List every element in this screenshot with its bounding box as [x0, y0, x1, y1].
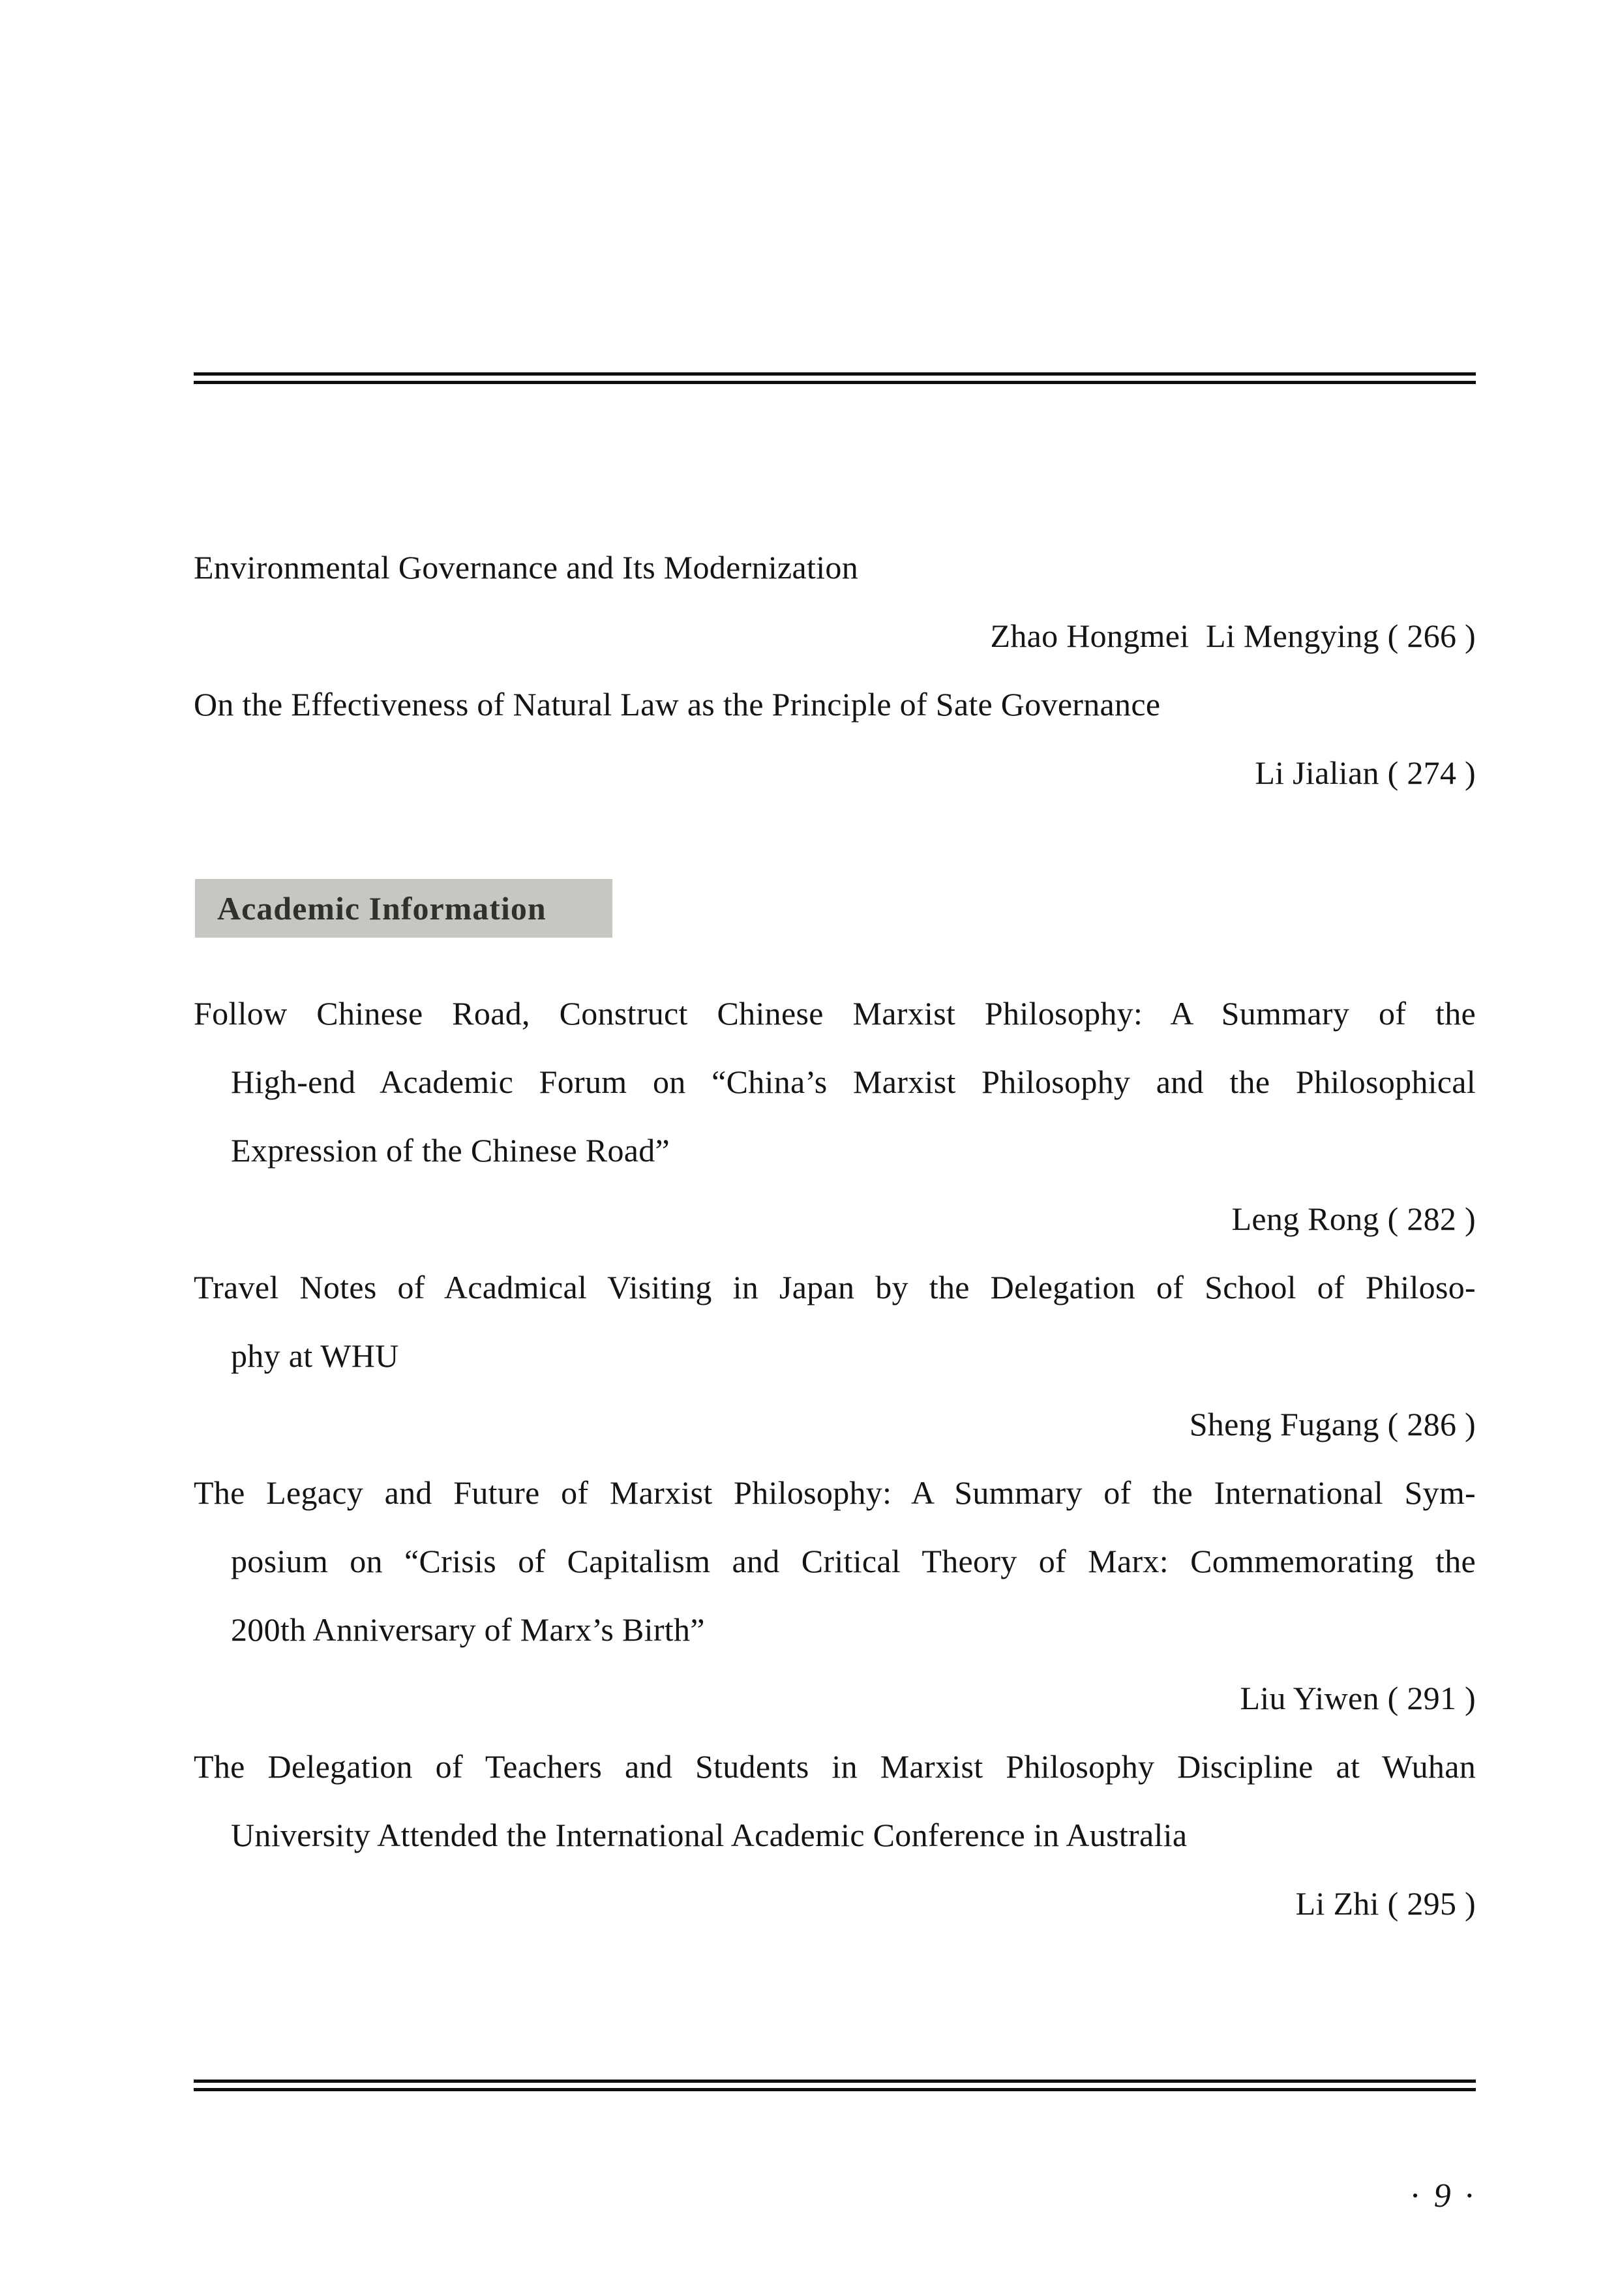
section-header: [195, 879, 612, 938]
page-number-dot-right: ·: [1463, 2177, 1475, 2214]
bottom-divider-rule: [194, 2080, 1476, 2091]
toc-title-line: 200th Anniversary of Marx’s Birth”: [231, 1611, 705, 1648]
toc-title-line: The Delegation of Teachers and Students in Marxist Philosophy Discipline at Wuhan: [194, 1748, 1476, 1785]
toc-title-line: Environmental Governance and Its Modernization: [194, 549, 859, 586]
toc-author-line: Zhao Hongmei Li Mengying ( 266 ): [990, 618, 1476, 654]
toc-title-line: The Legacy and Future of Marxist Philosophy: A Summary of the International Sym-: [194, 1474, 1476, 1511]
toc-title-line: posium on “Crisis of Capitalism and Critical Theory of Marx: Commemorating the: [231, 1543, 1476, 1579]
toc-title-line: Travel Notes of Acadmical Visiting in Japan by the Delegation of School of Philoso-: [194, 1269, 1476, 1305]
section-header-label: Academic Information: [217, 890, 547, 927]
toc-author-line: Liu Yiwen ( 291 ): [1240, 1680, 1476, 1716]
page-number-dot-left: ·: [1409, 2177, 1421, 2214]
toc-title-line: High-end Academic Forum on “China’s Marxist Philosophy and the Philosophical: [231, 1064, 1476, 1100]
toc-title-line: Follow Chinese Road, Construct Chinese Marxist Philosophy: A Summary of the: [194, 995, 1476, 1032]
toc-title-line: University Attended the International Academic Conference in Australia: [231, 1817, 1188, 1853]
toc-title-line: On the Effectiveness of Natural Law as the Principle of Sate Governance: [194, 686, 1161, 723]
toc-author-line: Li Jialian ( 274 ): [1255, 754, 1476, 791]
page-number: [1409, 2177, 1475, 2216]
toc-author-line: Sheng Fugang ( 286 ): [1189, 1406, 1476, 1442]
page-number-value: 9: [1433, 2177, 1451, 2214]
toc-author-line: Leng Rong ( 282 ): [1231, 1200, 1476, 1237]
toc-author-line: Li Zhi ( 295 ): [1295, 1885, 1476, 1922]
toc-title-line: phy at WHU: [231, 1337, 399, 1374]
toc-title-line: Expression of the Chinese Road”: [231, 1132, 670, 1169]
